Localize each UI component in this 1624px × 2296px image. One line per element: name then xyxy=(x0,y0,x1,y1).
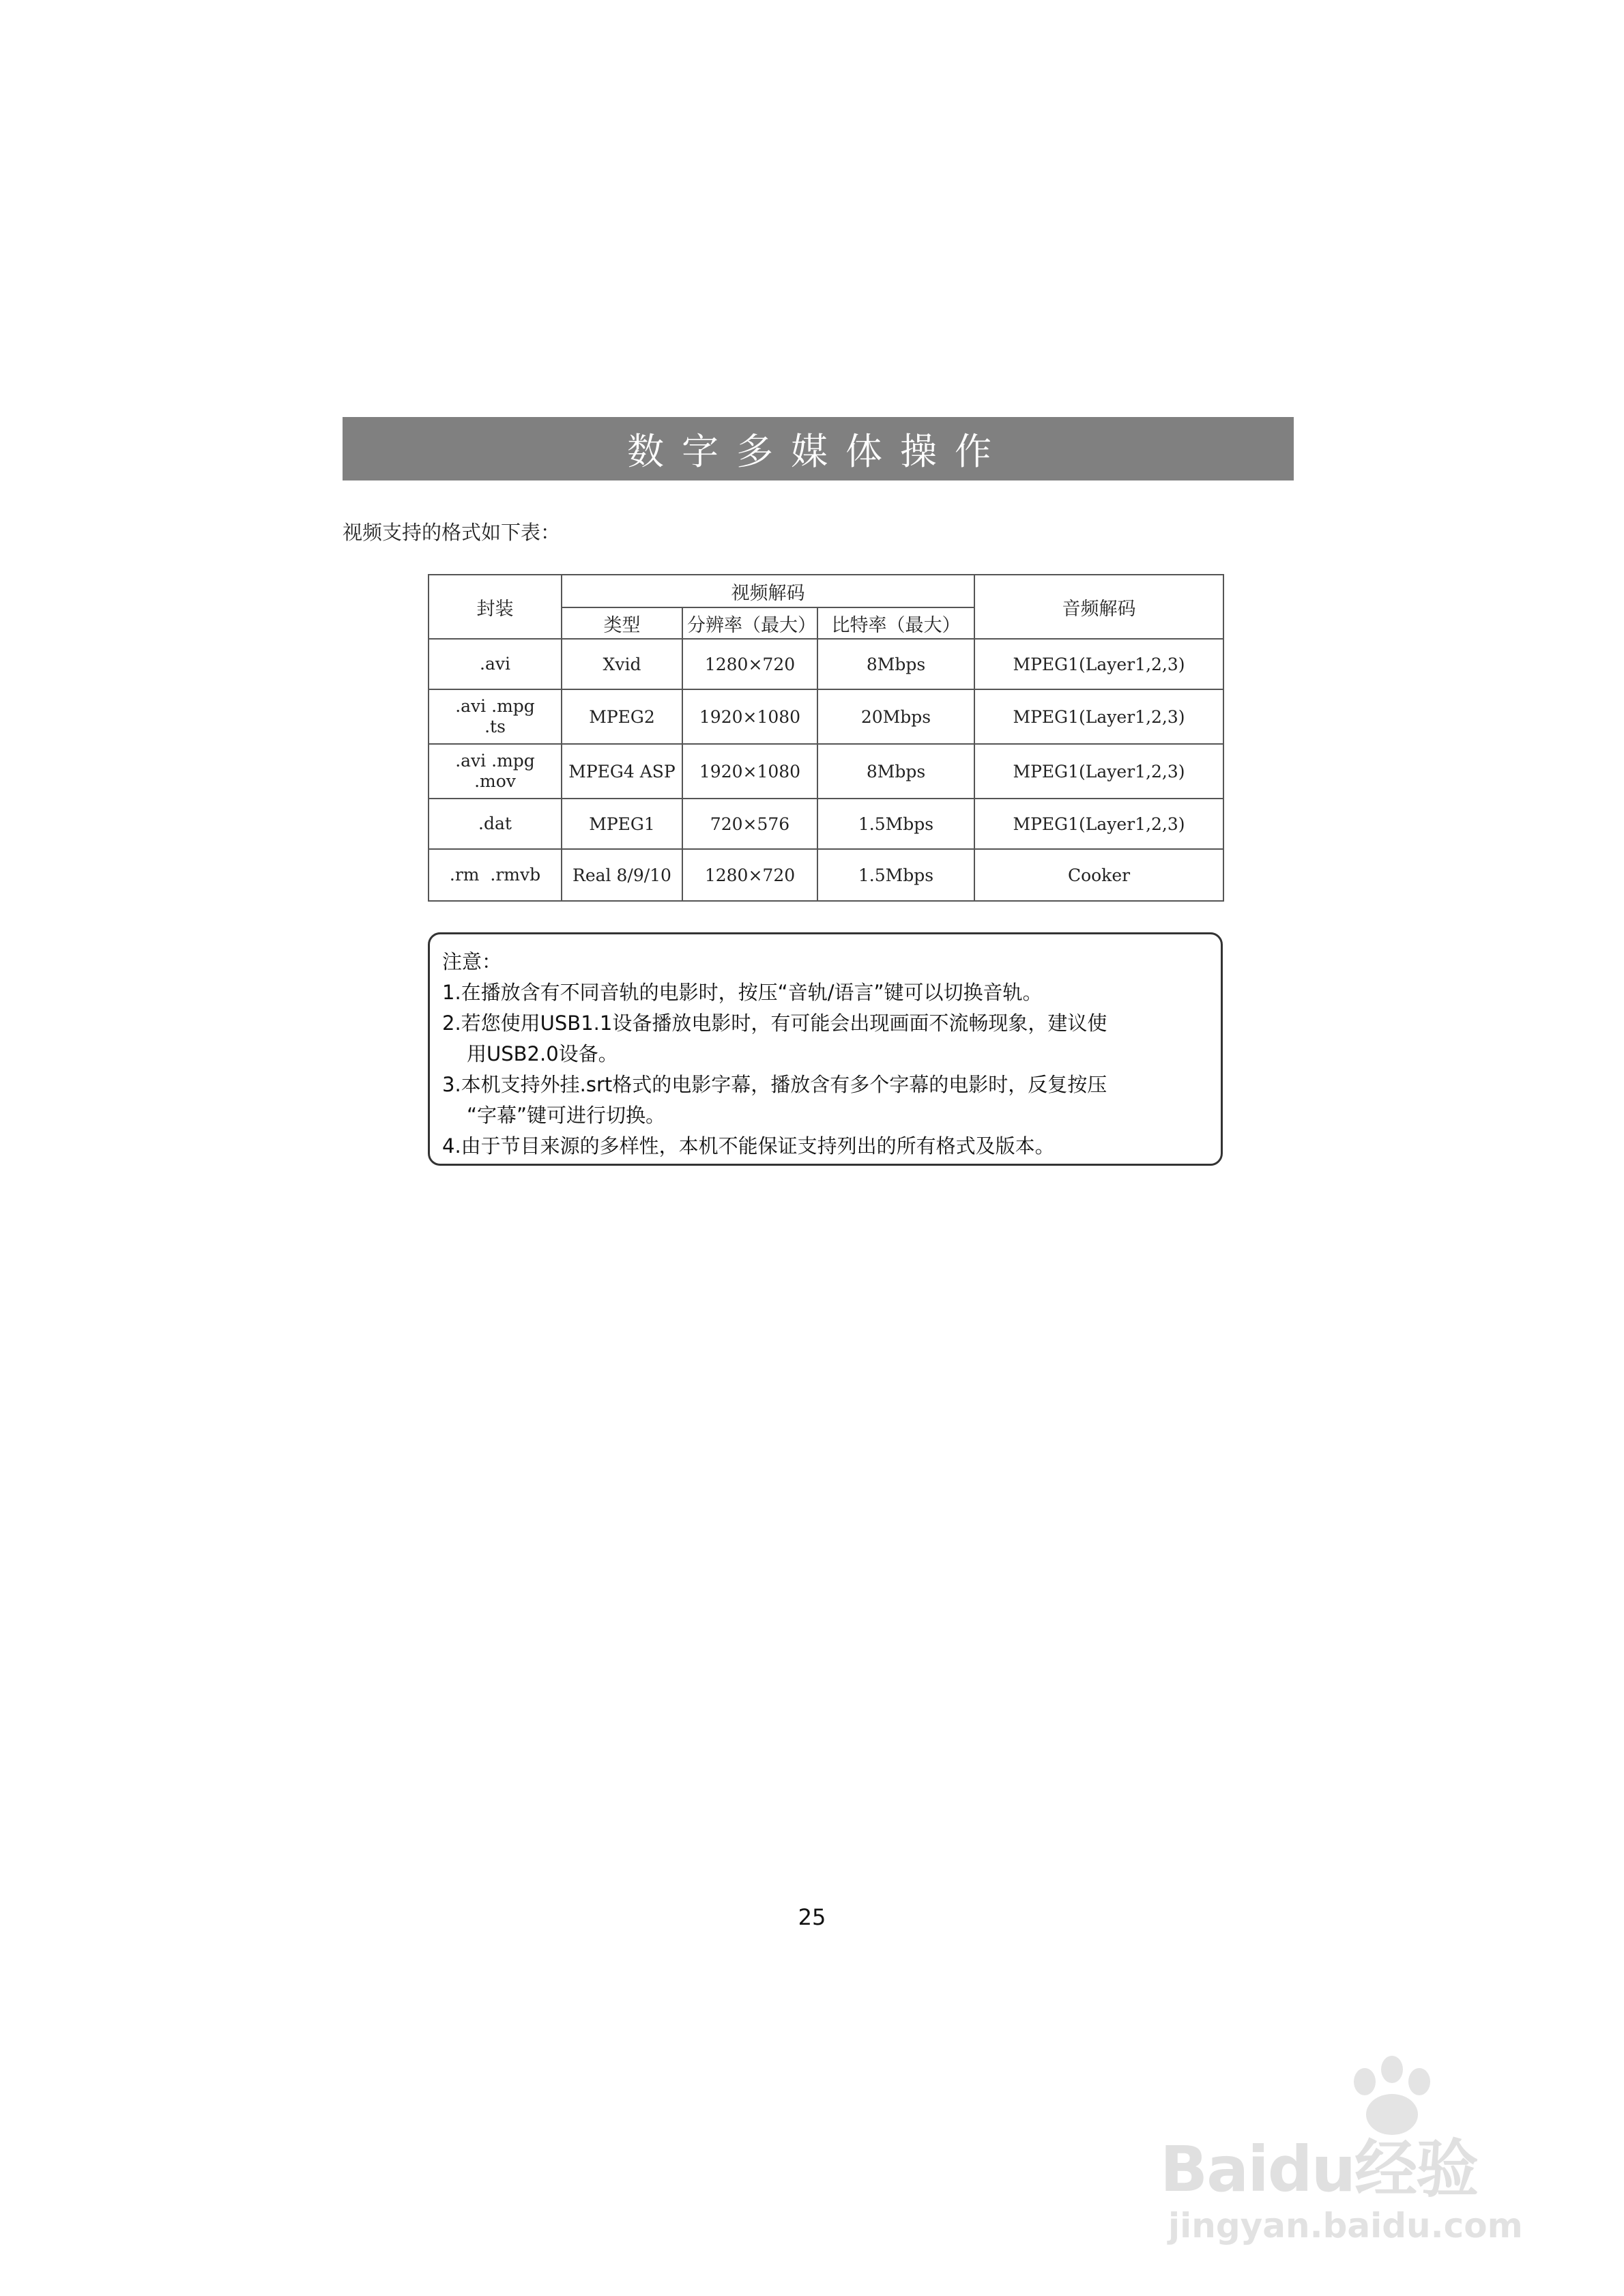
header-type: 类型 xyxy=(562,607,682,639)
note-line: 3.本机支持外挂.srt格式的电影字幕，播放含有多个字幕的电影时，反复按压 xyxy=(442,1073,1107,1096)
cell-resolution: 1280×720 xyxy=(682,849,817,901)
cell-container: .avi .mpg .mov xyxy=(429,744,562,799)
watermark-brand: Baidu经验 xyxy=(1160,2133,1478,2206)
section-title-banner xyxy=(343,417,1294,480)
cell-bitrate: 1.5Mbps xyxy=(817,799,974,849)
cell-bitrate: 20Mbps xyxy=(817,689,974,744)
cell-type: MPEG1 xyxy=(562,799,682,849)
header-resolution: 分辨率（最大） xyxy=(682,607,817,639)
format-support-table xyxy=(428,574,1224,902)
cell-audio: MPEG1(Layer1,2,3) xyxy=(974,639,1223,689)
note-line: 1.在播放含有不同音轨的电影时，按压“音轨/语言”键可以切换音轨。 xyxy=(442,981,1043,1004)
cell-bitrate: 8Mbps xyxy=(817,744,974,799)
table-row xyxy=(429,849,1223,901)
cell-type: Real 8/9/10 xyxy=(562,849,682,901)
cell-audio: MPEG1(Layer1,2,3) xyxy=(974,799,1223,849)
table-row xyxy=(429,639,1223,689)
intro-text: 视频支持的格式如下表： xyxy=(343,521,561,544)
page-number: 25 xyxy=(798,1904,826,1930)
header-bitrate: 比特率（最大） xyxy=(817,607,974,639)
cell-bitrate: 1.5Mbps xyxy=(817,849,974,901)
note-title: 注意： xyxy=(442,950,502,973)
header-container: 封装 xyxy=(429,575,562,639)
note-line: 4.由于节目来源的多样性，本机不能保证支持列出的所有格式及版本。 xyxy=(442,1134,1055,1158)
note-line: “字幕”键可进行切换。 xyxy=(467,1104,666,1127)
header-audio-decoding: 音频解码 xyxy=(974,575,1223,639)
section-title: 数字多媒体操作 xyxy=(627,430,1009,473)
cell-container: .avi .mpg .ts xyxy=(429,689,562,744)
cell-resolution: 1920×1080 xyxy=(682,689,817,744)
table-row xyxy=(429,689,1223,744)
cell-container: .dat xyxy=(429,799,562,849)
note-line: 用USB2.0设备。 xyxy=(467,1042,618,1065)
header-video-decoding: 视频解码 xyxy=(562,575,974,607)
baidu-watermark xyxy=(1160,2054,1542,2259)
cell-resolution: 1280×720 xyxy=(682,639,817,689)
table-row xyxy=(429,799,1223,849)
note-box xyxy=(428,932,1223,1166)
watermark-url: jingyan.baidu.com xyxy=(1168,2206,1523,2245)
table-row xyxy=(429,744,1223,799)
cell-container: .avi xyxy=(429,639,562,689)
cell-audio: MPEG1(Layer1,2,3) xyxy=(974,744,1223,799)
cell-audio: Cooker xyxy=(974,849,1223,901)
cell-resolution: 720×576 xyxy=(682,799,817,849)
cell-type: MPEG2 xyxy=(562,689,682,744)
cell-bitrate: 8Mbps xyxy=(817,639,974,689)
note-line: 2.若您使用USB1.1设备播放电影时，有可能会出现画面不流畅现象，建议使 xyxy=(442,1011,1107,1035)
cell-type: Xvid xyxy=(562,639,682,689)
cell-resolution: 1920×1080 xyxy=(682,744,817,799)
cell-container: .rm .rmvb xyxy=(429,849,562,901)
cell-type: MPEG4 ASP xyxy=(562,744,682,799)
cell-audio: MPEG1(Layer1,2,3) xyxy=(974,689,1223,744)
